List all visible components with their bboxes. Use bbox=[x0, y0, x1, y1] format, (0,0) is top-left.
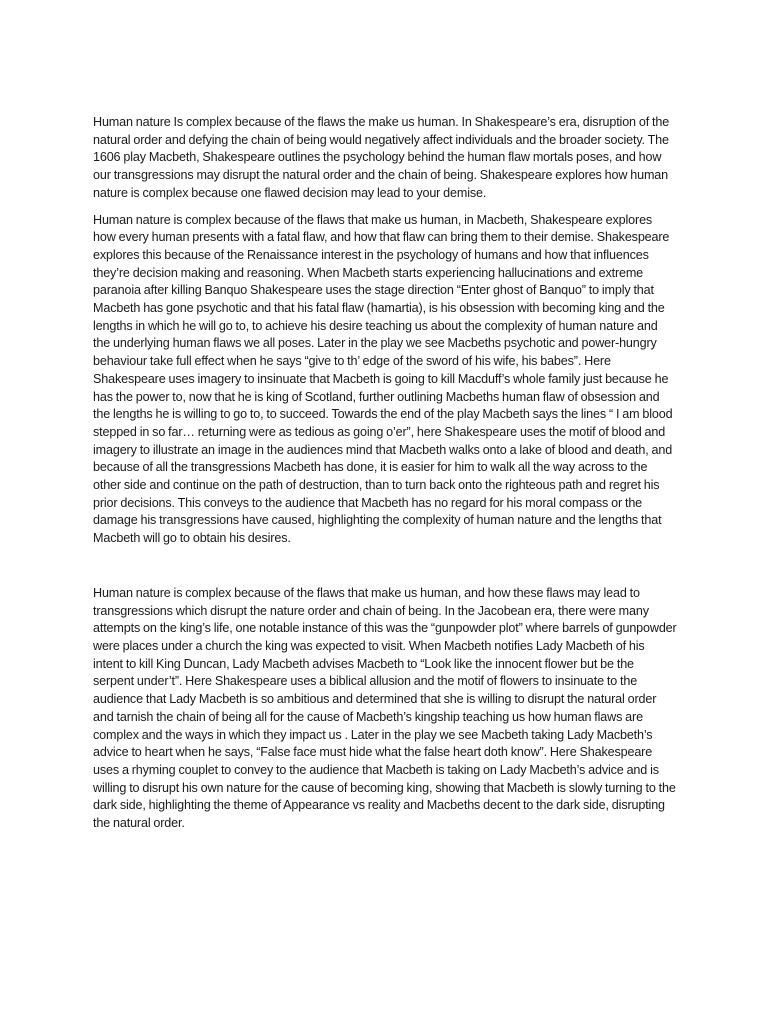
paragraph-body-2: Human nature is complex because of the flaws that make us human, and how these flaws may lead to transgressions which disrupt the nature order and chain of being. In the Jacobean era, there were many attempts on the king’s life, one notable instance of this was the “gunpowder plot” where barrels of gunpowder were places under a church the king was expected to visit. When Macbeth notifies Lady Macbeth of his intent to kill King Duncan, Lady Macbeth advises Macbeth to “Look like the innocent flower but be the serpent under’t”. Here Shakespeare uses a biblical allusion and the motif of flowers to insinuate to the audience that Lady Macbeth is so ambitious and determined that she is willing to disrupt the natural order and tarnish the chain of being all for the cause of Macbeth’s kingship teaching us how human flaws are complex and the ways in which they impact us . Later in the play we see Macbeth taking Lady Macbeth’s advice to heart when he says, “False face must hide what the false heart doth know”. Here Shakespeare uses a rhyming couplet to convey to the audience that Macbeth is taking on Lady Macbeth’s advice and is willing to disrupt his own nature for the cause of becoming king, showing that Macbeth is slowly turning to the dark side, highlighting the theme of Appearance vs reality and Macbeths decent to the dark side, disrupting the natural order. bbox=[93, 585, 677, 831]
paragraph-body-1: Human nature is complex because of the flaws that make us human, in Macbeth, Shakespeare explores how every human presents with a fatal flaw, and how that flaw can bring them to their demise. Shakespeare explores this because of the Renaissance interest in the psychology of humans and how that influences they’re decision making and reasoning. When Macbeth starts experiencing hallucinations and extreme paranoia after killing Banquo Shakespeare uses the stage direction “Enter ghost of Banquo” to imply that Macbeth has gone psychotic and that his fatal flaw (hamartia), is his obsession with becoming king and the lengths in which he will go to, to achieve his desire teaching us about the complexity of human nature and the underlying human flaws we all poses. Later in the play we see Macbeths psychotic and power-hungry behaviour take full effect when he says “give to th’ edge of the sword of his wife, his babes”. Here Shakespeare uses imagery to insinuate that Macbeth is going to kill Macduff’s whole family just because he has the power to, now that he is king of Scotland, further outlining Macbeths human flaw of obsession and the lengths he is willing to go to, to succeed. Towards the end of the play Macbeth says the lines “ I am blood stepped in so far… returning were as tedious as going o’er”, here Shakespeare uses the motif of blood and imagery to illustrate an image in the audiences mind that Macbeth walks onto a lake of blood and death, and because of all the transgressions Macbeth has done, it is easier for him to walk all the way across to the other side and continue on the path of destruction, than to turn back onto the righteous path and regret his prior decisions. This conveys to the audience that Macbeth has no regard for his moral compass or the damage his transgressions have caused, highlighting the complexity of human nature and the lengths that Macbeth will go to obtain his desires. bbox=[93, 212, 673, 546]
paragraph-introduction: Human nature Is complex because of the flaws the make us human. In Shakespeare’s era, disruption of the natural order and defying the chain of being would negatively affect individuals and the broader society. The 1606 play Macbeth, Shakespeare outlines the psychology behind the human flaw mortals poses, and how our transgressions may disrupt the natural order and the chain of being. Shakespeare explores how human nature is complex because one flawed decision may lead to your demise. bbox=[93, 115, 670, 200]
document-body bbox=[93, 114, 677, 833]
